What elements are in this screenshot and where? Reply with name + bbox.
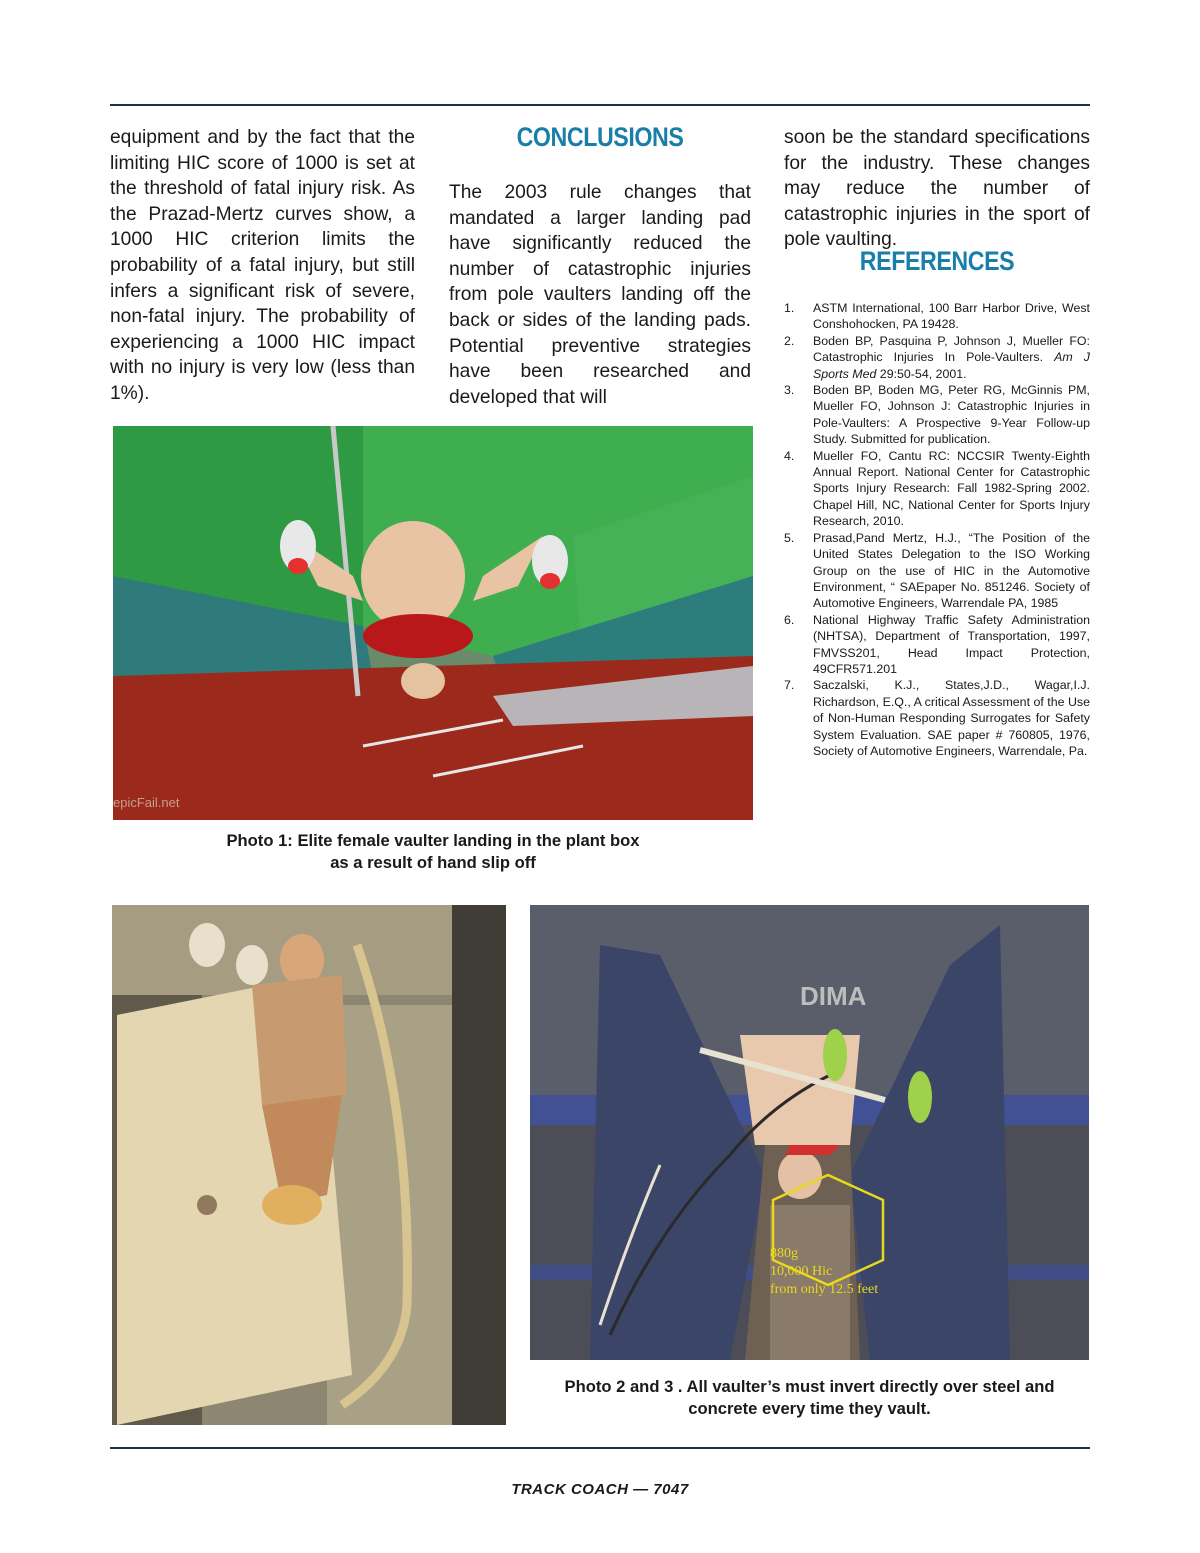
annotation-line1: 880g — [770, 1246, 798, 1261]
reference-number: 7. — [784, 678, 795, 693]
photo-2-vaulter-inverting — [112, 905, 506, 1425]
reference-text: 29:50-54, 2001. — [876, 366, 967, 381]
reference-item — [784, 382, 1090, 448]
photo-2-3-caption — [530, 1376, 1089, 1420]
reference-text: Prasad,Pand Mertz, H.J., “The Position of the United States Delegation to the ISO Working Group on the use of HIC in the Automotive Environment, “ SAEpaper No. 851246. Society of Automotive Engineers, Warrendale PA, 1985 — [813, 530, 1090, 611]
photo-2-illustration — [112, 905, 506, 1425]
annotation-line3: from only 12.5 feet — [770, 1282, 879, 1297]
photo-1-illustration — [113, 426, 753, 820]
reference-number: 5. — [784, 530, 795, 545]
photo-3-vaulter-over-box — [530, 905, 1089, 1360]
photo-1-vaulter-plant-box — [113, 426, 753, 820]
references-list — [784, 300, 1090, 759]
reference-item — [784, 677, 1090, 759]
column3-paragraph: soon be the standard specifications for the industry. These changes may reduce the number of catastrophic injuries in the sport of pole vaulting. — [784, 127, 1090, 251]
reference-number: 4. — [784, 448, 795, 463]
top-rule — [110, 104, 1090, 106]
reference-text: National Highway Traffic Safety Administration (NHTSA), Department of Transportation, 1997, FMVSS201, Head Impact Protection, 49CFR571.201 — [813, 612, 1090, 676]
annotation-line2: 10,000 Hic — [770, 1264, 833, 1279]
reference-text: Boden BP, Pasquina P, Johnson J, Mueller FO: Catastrophic Injuries In Pole-Vaulters. — [813, 333, 1090, 365]
reference-number: 2. — [784, 333, 795, 348]
photo-1-caption-line1: Photo 1: Elite female vaulter landing in the plant box — [226, 831, 640, 850]
photo-watermark: epicFail.net — [113, 795, 180, 810]
reference-text: ASTM International, 100 Barr Harbor Drive, West Conshohocken, PA 19428. — [813, 301, 1090, 332]
reference-item — [784, 448, 1090, 530]
reference-number: 1. — [784, 301, 795, 315]
references-heading: REFERENCES — [859, 246, 1015, 276]
photo-1-caption-line2: as a result of hand slip off — [330, 853, 536, 872]
reference-item — [784, 530, 1090, 612]
conclusions-heading: CONCLUSIONS — [516, 122, 684, 152]
photo-3-illustration — [530, 905, 1089, 1360]
reference-text: Boden BP, Boden MG, Peter RG, McGinnis PM, Mueller FO, Johnson J: Catastrophic Injuries in Pole-Vaulters: A Prospective 9-Year Follow-up Study. Submitted for publication. — [813, 383, 1090, 447]
photo-1-caption — [113, 830, 753, 874]
reference-item — [784, 300, 1090, 333]
bottom-rule — [110, 1447, 1090, 1449]
reference-number: 3. — [784, 383, 795, 398]
reference-item — [784, 333, 1090, 382]
reference-journal: Am J Sports Med — [813, 350, 1090, 381]
photo-2-3-caption-line1: Photo 2 and 3 . All vaulter’s must invert directly over steel and — [564, 1377, 1055, 1396]
reference-item — [784, 612, 1090, 678]
reference-text: Mueller FO, Cantu RC: NCCSIR Twenty-Eighth Annual Report. National Center for Catastrophic Sports Injury Research: Fall 1982-Spring 2002. Chapel Hill, NC, National Center for Sports Injury Research, 2010. — [813, 448, 1090, 529]
photo-2-3-caption-line2: concrete every time they vault. — [688, 1399, 931, 1418]
reference-number: 6. — [784, 612, 795, 627]
reference-text: Saczalski, K.J., States,J.D., Wagar,I.J. Richardson, E.Q., A critical Assessment of the Use of Non-Human Responding Surrogates for Safety System Evaluation. SAE paper # 760805, 1976, Society of Automotive Engineers, Warrendale, Pa. — [813, 678, 1090, 758]
page-footer: TRACK COACH — 7047 — [511, 1481, 689, 1498]
column1-paragraph: equipment and by the fact that the limiting HIC score of 1000 is set at the threshold of fatal injury risk. As the Prazad-Mertz curves show, a 1000 HIC criterion limits the probability of a fatal injury, but still infers a significant risk of severe, non-fatal injury. The probability of experiencing a 1000 HIC impact with no injury is very low (less than 1%). — [110, 127, 415, 404]
conclusions-paragraph: The 2003 rule changes that mandated a larger landing pad have significantly reduced the number of catastrophic injuries from pole vaulters landing off the back or sides of the landing pads. Potential preventive strategies have been researched and developed that will — [449, 182, 751, 408]
pad-brand-label: DIMA — [800, 981, 867, 1011]
